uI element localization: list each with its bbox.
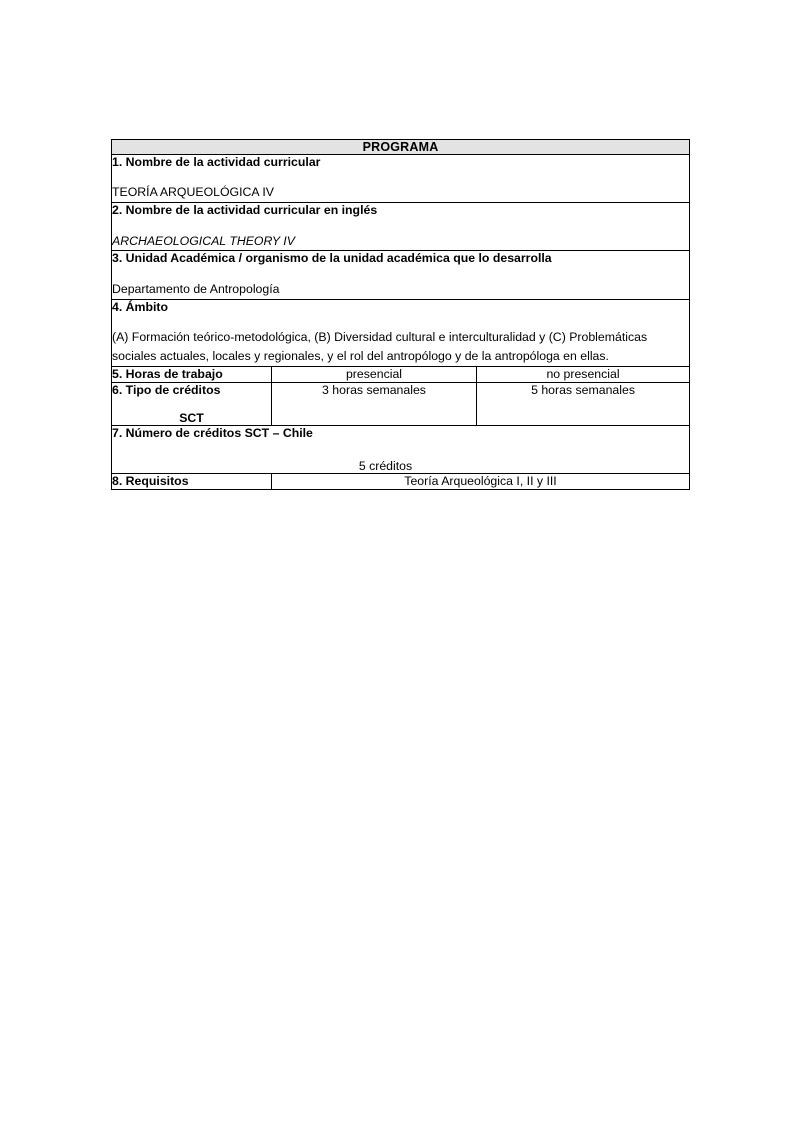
work-hours-presencial: presencial bbox=[272, 367, 477, 383]
row-label: 7. Número de créditos SCT – Chile bbox=[112, 425, 313, 440]
row-scope bbox=[112, 299, 690, 366]
sct-label: SCT bbox=[179, 410, 204, 425]
row-label: 5. Horas de trabajo bbox=[112, 367, 223, 382]
row-value: (A) Formación teórico-metodológica, (B) Diversidad cultural e interculturalidad y (C) Problemáticas sociales actuales, locales y regionales, y el rol del antropólogo y de la antropóloga en ellas. bbox=[112, 329, 648, 363]
table-row bbox=[112, 155, 690, 203]
table-row bbox=[112, 367, 690, 383]
table-row bbox=[112, 474, 690, 490]
table-row bbox=[112, 425, 690, 473]
program-title: PROGRAMA bbox=[112, 140, 690, 155]
row-label: 4. Ámbito bbox=[112, 299, 169, 314]
program-table bbox=[111, 139, 690, 490]
row-activity-name bbox=[112, 155, 690, 203]
row-work-hours-label bbox=[112, 367, 272, 383]
row-label: 8. Requisitos bbox=[112, 474, 189, 489]
work-hours-no-presencial: no presencial bbox=[477, 367, 690, 383]
row-activity-name-english bbox=[112, 203, 690, 251]
row-value: ARCHAEOLOGICAL THEORY IV bbox=[112, 233, 295, 248]
requirements-value: Teoría Arqueológica I, II y III bbox=[272, 474, 690, 490]
table-row bbox=[112, 299, 690, 366]
row-label: 6. Tipo de créditos bbox=[112, 383, 221, 398]
row-credit-type-label bbox=[112, 383, 272, 425]
row-value: 5 créditos bbox=[358, 459, 413, 474]
table-row bbox=[112, 383, 690, 425]
table-row bbox=[112, 203, 690, 251]
row-label: 2. Nombre de la actividad curricular en inglés bbox=[112, 203, 378, 218]
row-value: Departamento de Antropología bbox=[112, 281, 280, 296]
credit-type-no-presencial: 5 horas semanales bbox=[477, 383, 690, 425]
table-row-header bbox=[112, 140, 690, 155]
row-credits-number bbox=[112, 425, 690, 473]
table-row bbox=[112, 251, 690, 299]
row-label: 1. Nombre de la actividad curricular bbox=[112, 155, 321, 169]
row-academic-unit bbox=[112, 251, 690, 299]
credit-type-presencial: 3 horas semanales bbox=[272, 383, 477, 425]
row-requirements-label bbox=[112, 474, 272, 490]
row-value: TEORÍA ARQUEOLÓGICA IV bbox=[112, 185, 274, 200]
row-label: 3. Unidad Académica / organismo de la unidad académica que lo desarrolla bbox=[112, 251, 552, 266]
